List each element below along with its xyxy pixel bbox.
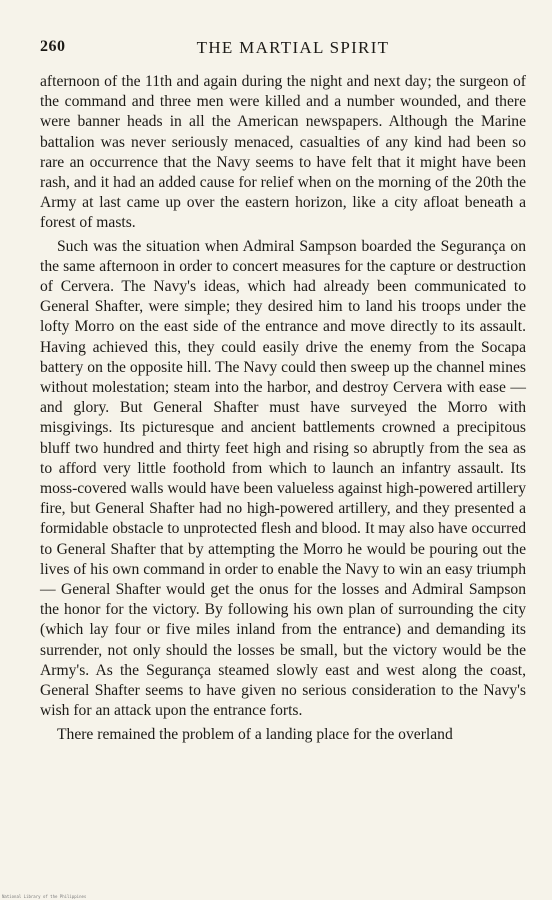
page-number: 260 [40,38,66,55]
body-text [40,72,526,748]
paragraph: afternoon of the 11th and again during the night and next day; the surgeon of the command and three men were killed and a number wounded, and there were banner heads in all the American newspapers. Although the Marine battalion was never seriously menaced, casualties of any kind had been so rare an occurrence that the Navy seems to have felt that it might have been rash, and it had an added cause for relief when on the morning of the 20th the Army at last came up over the eastern horizon, like a city afloat beneath a forest of masts. [40,73,526,232]
scan-credit: National Library of the Philippines [2,894,87,899]
page-header [40,38,524,62]
paragraph: Such was the situation when Admiral Sampson boarded the Segurança on the same afternoon in order to concert measures for the capture or destruction of Cervera. The Navy's ideas, which had already been communicated to General Shafter, were simple; they desired him to land his troops under the lofty Morro on the east side of the entrance and move directly to its assault. Having achieved this, they could easily drive the enemy from the Socapa battery on the opposite hill. The Navy could then sweep up the channel mines without molestation; steam into the harbor, and destroy Cervera with ease — and glory. But General Shafter must have surveyed the Morro with misgivings. Its picturesque and ancient battlements crowned a precipitous bluff two hundred and thirty feet high and rising so abruptly from the sea as to afford very little foothold from which to launch an infantry assault. Its moss-covered walls would have been valueless against high-powered artillery fire, but General Shafter had no high-powered artillery, and they presented a formidable obstacle to unprotected flesh and blood. It may also have occurred to General Shafter that by attempting the Morro he would be pouring out the lives of his own command in order to enable the Navy to win an easy triumph — General Shafter would get the onus for the losses and Admiral Sampson the honor for the victory. By following his own plan of surrounding the city (which lay four or five miles inland from the entrance) and demanding its surrender, not only should the losses be small, but the victory would be the Army's. As the Segurança steamed slowly east and west along the coast, General Shafter seems to have given no serious consideration to the Navy's wish for an attack upon the entrance forts. [40,237,526,720]
running-title: THE MARTIAL SPIRIT [196,38,390,57]
paragraph: There remained the problem of a landing place for the overland [57,725,453,743]
